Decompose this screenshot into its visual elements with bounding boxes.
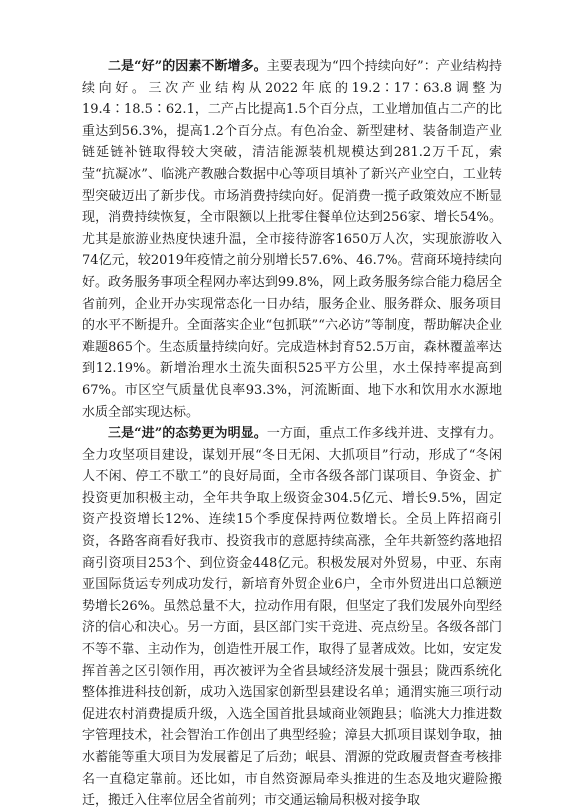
paragraph-body: 一方面，重点工作多线并进、支撑有力。全力攻坚项目建设，谋划开展“冬日无闲、大抓项目”行动，形成了“冬闲人不闲、停工不歇工”的良好局面，全市各级各部门谋项目、争资金、扩投资更加积极主动，全年共争取上级资金304.5亿元、增长9.5%，固定资产投资增长12%、连续15个季度保持两位数增长。全员上阵招商引资，各路客商看好我市、投资我市的意愿持续高涨，全年共新签约落地招商引资项目253个、到位资金448亿元。积极发展对外贸易，中亚、东南亚国际货运专列成功发行，新培育外贸企业6户，全市外贸进出口总额逆势增长26%。虽然总量不大，拉动作用有限，但坚定了我们发展外向型经济的信心和决心。另一方面，县区部门实干竞进、亮点纷呈。各级各部门不等不靠、主动作为，创造性开展工作，取得了显著成效。比如，安定发挥首善之区引领作用，再次被评为全省县域经济发展十强县；陇西系统化整体推进科技创新，成功入选国家创新型县建设名单；通渭实施三项行动促进农村消费提质升级，入选全国首批县域商业领跑县；临洮大力推进数字管理技术，社会智治工作创出了典型经验；漳县大抓项目谋划争取，抽水蓄能等重大项目为发展蓄足了后劲；岷县、渭源的党政履责督查考核排名一直稳定靠前。还比如，市自然资源局牵头推进的生态及地灾避险搬迁，搬迁入住率位居全省前列；市交通运输局积极对接争取 bbox=[82, 426, 502, 809]
paragraph-body: 主要表现为“四个持续向好”：产业结构持续向好。三次产业结构从2022年底的19.2∶17∶63.8调整为19.4∶18.5∶62.1，二产占比提高1.5个百分点，工业增加值占二产的比重达到56.3%，提高1.2个百分点。有色冶金、新型建材、装备制造产业链延链补链取得较大突破，清洁能源装机规模达到281.2万千瓦，索莹“抗凝冰”、临洮产教融合数据中心等项目填补了新兴产业空白，工业转型突破迈出了新步伐。市场消费持续向好。促消费一揽子政策效应不断显现，消费持续恢复，全市限额以上批零住餐单位达到256家、增长54%。尤其是旅游业热度快速升温，全市接待游客1650万人次，实现旅游收入74亿元，较2019年疫情之前分别增长57.6%、46.7%。营商环境持续向好。政务服务事项全程网办率达到99.8%，网上政务服务综合能力稳居全省前列，企业开办实现常态化一日办结，服务企业、服务群众、服务项目的水平不断提升。全面落实企业“包抓联”“六必访”等制度，帮助解决企业难题865个。生态质量持续向好。完成造林封育52.5万亩，森林覆盖率达到12.19%。新增治理水土流失面积525平方公里，水土保持率提高到67%。市区空气质量优良率93.3%，河流断面、地下水和饮用水水源地水质全部实现达标。 bbox=[82, 59, 502, 420]
paragraph-good-factors bbox=[82, 56, 502, 423]
paragraph-progress-momentum bbox=[82, 423, 502, 812]
document-page bbox=[82, 56, 502, 812]
paragraph-heading: 三是“进”的态势更为明显。 bbox=[108, 426, 267, 442]
paragraph-heading: 二是“好”的因素不断增多。 bbox=[108, 59, 267, 74]
